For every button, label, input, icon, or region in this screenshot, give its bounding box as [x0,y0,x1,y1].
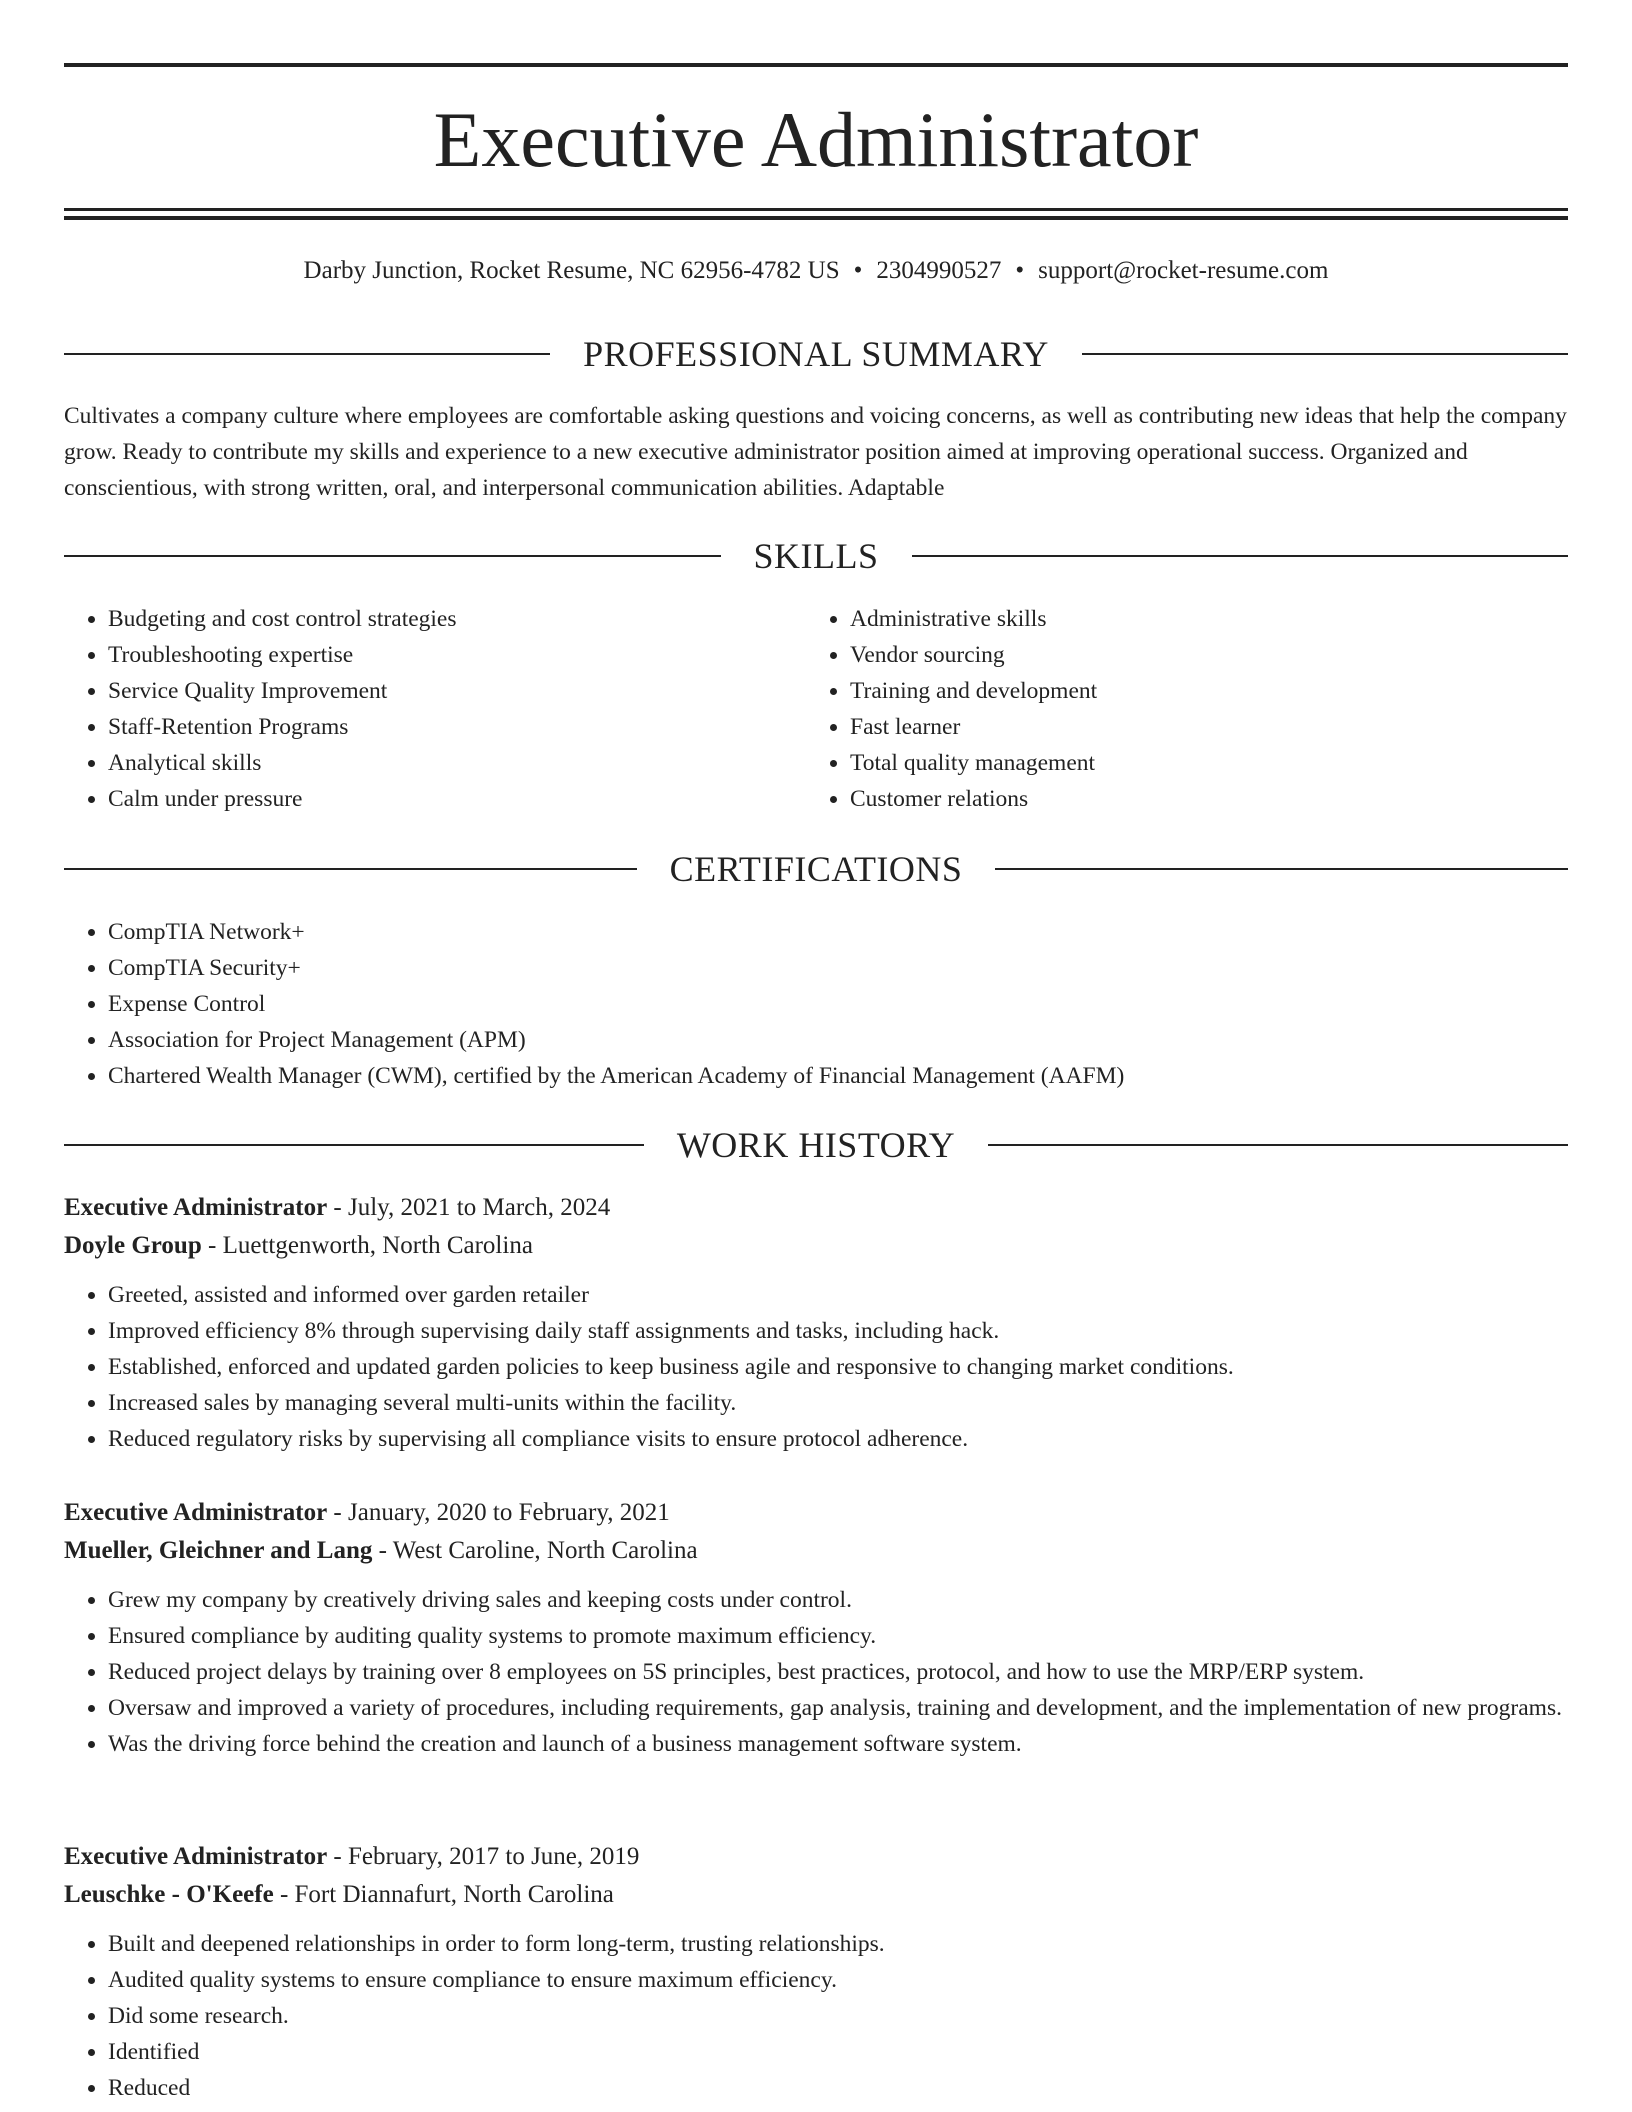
skill-item: • Administrative skills [850,601,1546,637]
heading-rule-right [988,1144,1568,1146]
skill-item: • Customer relations [850,781,1546,817]
job-location: - West Caroline, North Carolina [372,1537,698,1564]
contact-separator: • [1015,257,1025,284]
job-duty: • Improved efficiency 8% through supervising daily staff assignments and tasks, including hack. [108,1313,1568,1349]
skill-item: • Service Quality Improvement [108,673,804,709]
contact-phone: 2304990527 [876,257,1002,284]
work-history-heading [64,1123,1568,1167]
job-title-line [64,1189,1568,1227]
section-title: PROFESSIONAL SUMMARY [583,334,1049,374]
skills-right-column [806,601,1546,817]
job-title-line [64,1494,1568,1532]
job-duty: • Identified [108,2034,1568,2070]
job-duty: • Reduced regulatory risks by supervising all compliance visits to ensure protocol adherence. [108,1421,1568,1457]
job-duty: • Grew my company by creatively driving sales and keeping costs under control. [108,1582,1568,1618]
section-title: CERTIFICATIONS [669,849,963,889]
heading-rule-left [64,353,550,355]
job-title: Executive Administrator [64,1194,328,1221]
job-duty: • Increased sales by managing several multi-units within the facility. [108,1385,1568,1421]
skills-right-list [806,601,1546,817]
job-title: Executive Administrator [64,1499,328,1526]
skills-heading [64,534,1568,578]
skill-item: • Training and development [850,673,1546,709]
job-duties-list [64,1582,1568,1762]
job-company: Mueller, Gleichner and Lang [64,1537,373,1564]
section-title: SKILLS [753,536,879,576]
certifications-list-wrap [64,914,1568,1094]
heading-rule-right [1082,353,1568,355]
skill-item: • Analytical skills [108,745,804,781]
job-entry [64,1189,1568,1457]
certification-item: • Association for Project Management (APM) [108,1022,1568,1058]
job-company-line [64,1876,1568,1914]
job-duty: • Was the driving force behind the creation and launch of a business management software system. [108,1726,1568,1762]
job-duty: • Oversaw and improved a variety of procedures, including requirements, gap analysis, training and development, and the implementation of new programs. [108,1690,1568,1726]
header-double-rule-upper [64,208,1568,211]
contact-separator: • [853,257,863,284]
job-duty: • Audited quality systems to ensure compliance to ensure maximum efficiency. [108,1962,1568,1998]
certification-item: • Chartered Wealth Manager (CWM), certified by the American Academy of Financial Management (AAFM) [108,1058,1568,1094]
job-duty: • Did some research. [108,1998,1568,2034]
resume-name: Executive Administrator [433,96,1199,183]
job-duties-list [64,1926,1568,2106]
heading-rule-right [912,555,1569,557]
job-title: Executive Administrator [64,1843,328,1870]
skill-item: • Total quality management [850,745,1546,781]
job-duty: • Established, enforced and updated garden policies to keep business agile and responsive to changing market conditions. [108,1349,1568,1385]
summary-heading [64,332,1568,376]
skill-item: • Vendor sourcing [850,637,1546,673]
skill-item: • Budgeting and cost control strategies [108,601,804,637]
job-title-line [64,1838,1568,1876]
contact-line [64,254,1568,288]
certification-item: • CompTIA Security+ [108,950,1568,986]
skill-item: • Staff-Retention Programs [108,709,804,745]
job-company-line [64,1532,1568,1570]
heading-rule-left [64,555,721,557]
job-duty: • Greeted, assisted and informed over garden retailer [108,1277,1568,1313]
job-dates: - July, 2021 to March, 2024 [327,1194,611,1221]
job-duty: • Reduced [108,2070,1568,2106]
section-title: WORK HISTORY [676,1125,956,1165]
skills-left-column [64,601,804,817]
header-top-rule [64,63,1568,67]
certifications-list [64,914,1568,1094]
contact-address: Darby Junction, Rocket Resume, NC 62956-4782 US [303,257,840,284]
job-dates: - February, 2017 to June, 2019 [327,1843,640,1870]
header-double-rule-lower [64,216,1568,220]
certification-item: • Expense Control [108,986,1568,1022]
job-entry [64,1494,1568,1762]
job-duty: • Reduced project delays by training over 8 employees on 5S principles, best practices, protocol, and how to use the MRP/ERP system. [108,1654,1568,1690]
certification-item: • CompTIA Network+ [108,914,1568,950]
job-duty: • Ensured compliance by auditing quality systems to promote maximum efficiency. [108,1618,1568,1654]
heading-rule-left [64,1144,644,1146]
job-location: - Luettgenworth, North Carolina [201,1232,533,1259]
skill-item: • Calm under pressure [108,781,804,817]
contact-email: support@rocket-resume.com [1038,257,1329,284]
skills-left-list [64,601,804,817]
job-entry [64,1838,1568,2106]
job-company: Doyle Group [64,1232,202,1259]
job-duty: • Built and deepened relationships in order to form long-term, trusting relationships. [108,1926,1568,1962]
summary-text: Cultivates a company culture where employees are comfortable asking questions and voicing concerns, as well as contributing new ideas that help the company grow. Ready to contribute my skills and experience to a new executive administrator position aimed at improving operational success. Organized and conscientious, with strong written, oral, and interpersonal communication abilities. Adaptable [64,403,1567,501]
job-dates: - January, 2020 to February, 2021 [327,1499,670,1526]
heading-rule-left [64,868,637,870]
job-company: Leuschke - O'Keefe [64,1881,274,1908]
certifications-heading [64,847,1568,891]
skill-item: • Troubleshooting expertise [108,637,804,673]
job-company-line [64,1227,1568,1265]
heading-rule-right [995,868,1568,870]
job-location: - Fort Diannafurt, North Carolina [273,1881,614,1908]
skill-item: • Fast learner [850,709,1546,745]
job-duties-list [64,1277,1568,1457]
